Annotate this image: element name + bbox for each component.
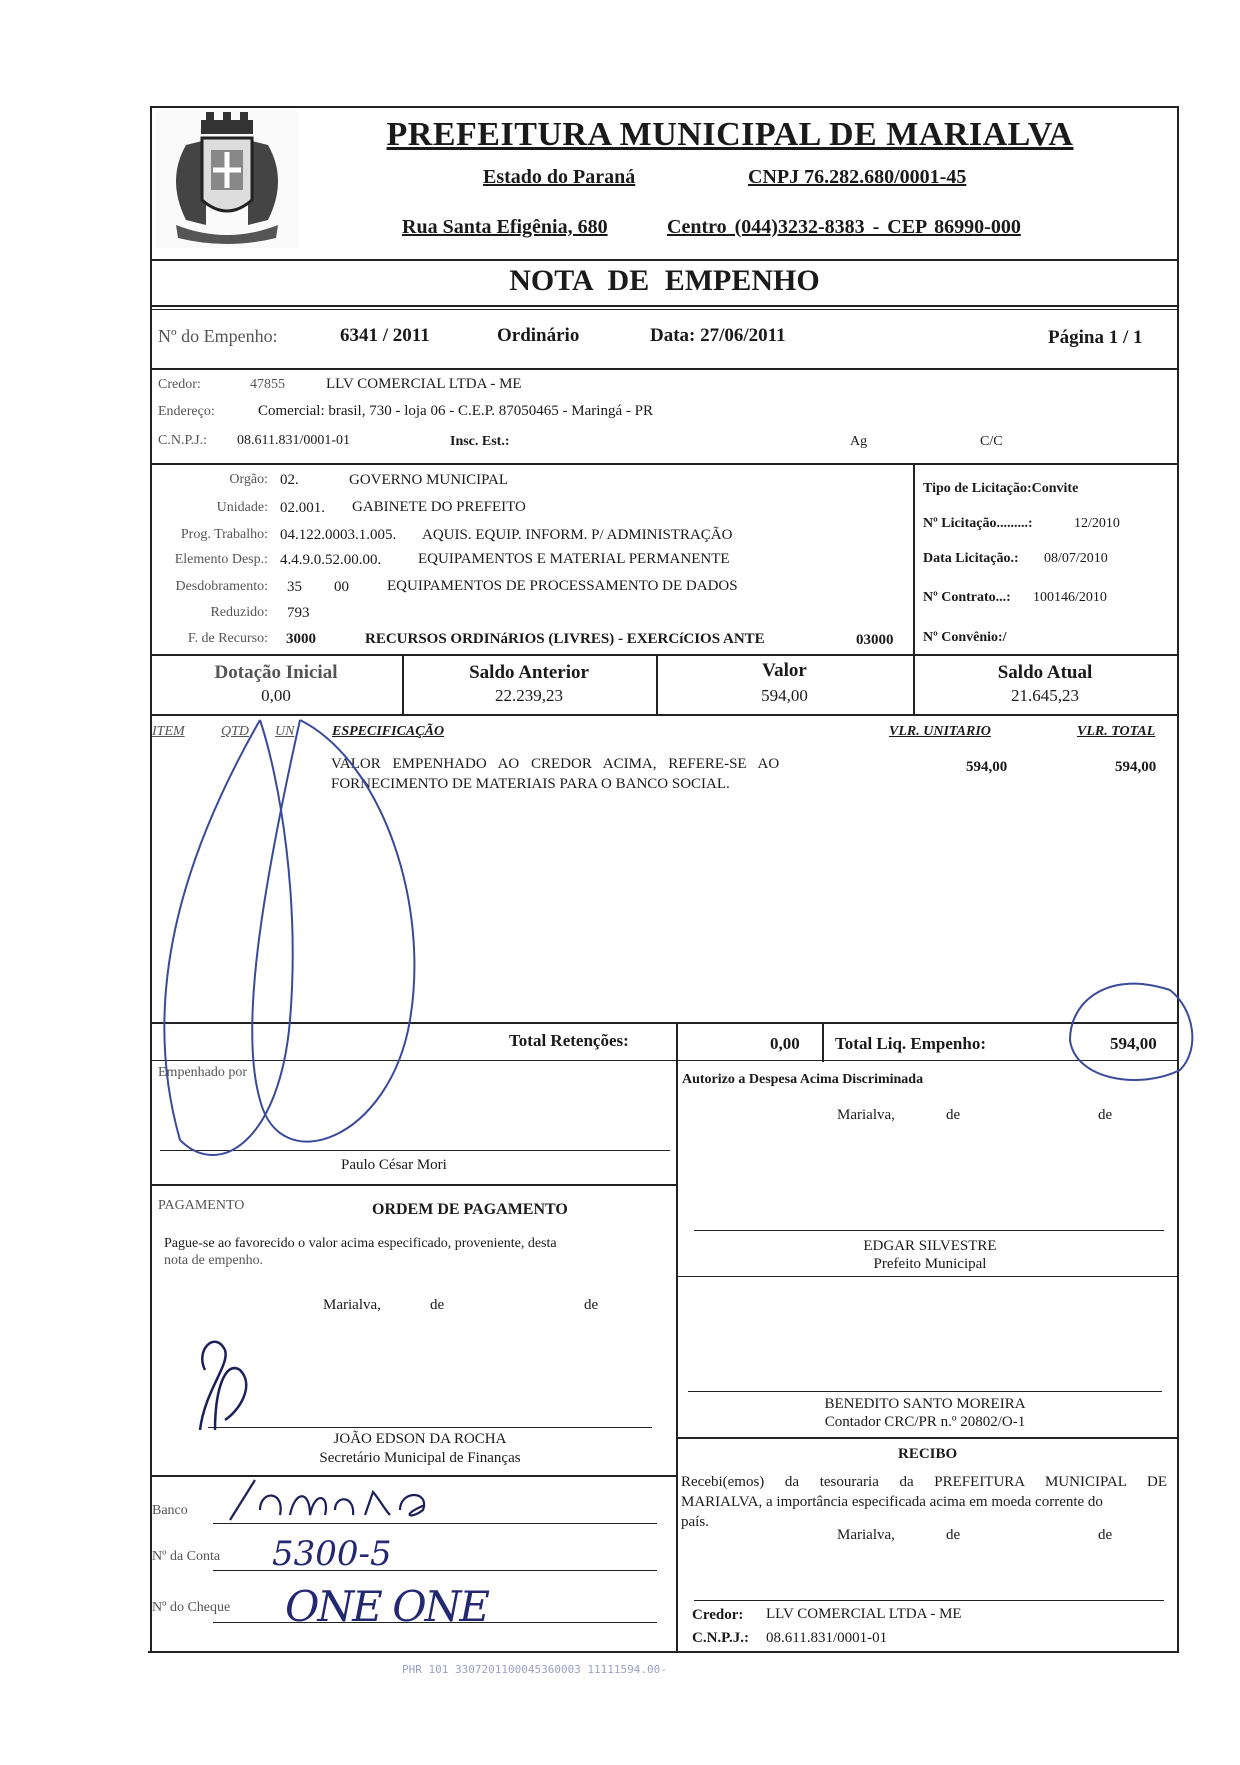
empenho-label: Nº do Empenho: <box>158 326 278 346</box>
liq-empenho-value: 594,00 <box>1110 1034 1157 1053</box>
num-licitacao: 12/2010 <box>1074 516 1120 531</box>
unit-value-header: VLR. UNITARIO <box>889 724 991 739</box>
credor-name: LLV COMERCIAL LTDA - ME <box>326 376 522 392</box>
qtd-header: QTD <box>221 724 250 739</box>
cheque-handwritten: ONE ONE <box>285 1582 489 1631</box>
num-convenio: Nº Convênio:/ <box>923 630 1007 645</box>
contador-signer: BENEDITO SANTO MOREIRA <box>824 1396 1026 1412</box>
pagamento-text-1: Pague-se ao favorecido o valor acima especificado, proveniente, desta <box>164 1236 557 1251</box>
elemento-code: 4.4.9.0.52.00.00. <box>280 552 382 568</box>
empenhado-name: Paulo César Mori <box>341 1157 447 1173</box>
credor-address: Comercial: brasil, 730 - loja 06 - C.E.P. 87050465 - Maringá - PR <box>258 403 653 419</box>
cnpj-header: CNPJ 76.282.680/0001-45 <box>748 166 967 188</box>
desdobramento-sub: 00 <box>334 579 349 595</box>
fonte-recurso-end: 03000 <box>856 632 894 648</box>
municipal-coat-of-arms <box>156 110 298 248</box>
item-unit-value: 594,00 <box>966 759 1008 775</box>
pagamento-text-2: nota de empenho. <box>164 1253 264 1268</box>
district-phone-cep: Centro (044)3232-8383 - CEP 86990-000 <box>667 216 1021 238</box>
num-contrato-label: Nº Contrato...: <box>923 590 1011 605</box>
fonte-recurso-code: 3000 <box>286 631 316 647</box>
prog-trabalho-label: Prog. Trabalho: <box>180 527 268 542</box>
banco-label: Banco <box>152 1503 188 1518</box>
insc-est-label: Insc. Est.: <box>450 434 510 449</box>
tipo-licitacao: Tipo de Licitação:Convite <box>923 481 1079 496</box>
ordem-pagamento-title: ORDEM DE PAGAMENTO <box>372 1201 568 1218</box>
address: Rua Santa Efigênia, 680 <box>402 216 608 238</box>
prog-trabalho-code: 04.122.0003.1.005. <box>280 527 397 543</box>
empenhado-label: Empenhado por <box>158 1065 248 1080</box>
data-licitacao: 08/07/2010 <box>1044 551 1108 566</box>
desdobramento-name: EQUIPAMENTOS DE PROCESSAMENTO DE DADOS <box>387 578 738 594</box>
recibo-cnpj: 08.611.831/0001-01 <box>766 1630 888 1646</box>
saldo-atual-value: 21.645,23 <box>1011 686 1079 705</box>
valor-label: Valor <box>762 660 807 681</box>
document-title: NOTA DE EMPENHO <box>509 264 820 297</box>
autorizo-place: Marialva, <box>837 1107 895 1123</box>
account-label: C/C <box>980 434 1003 449</box>
pagamento-de-2: de <box>584 1297 599 1313</box>
credor-cnpj-label: C.N.P.J.: <box>158 433 208 448</box>
empenho-number: 6341 / 2011 <box>340 325 430 346</box>
reduzido-value: 793 <box>287 605 310 621</box>
recibo-text-3: país. <box>681 1514 709 1530</box>
pagamento-de-1: de <box>430 1297 445 1313</box>
autorizo-signer: EDGAR SILVESTRE <box>863 1238 997 1254</box>
pagamento-role: Secretário Municipal de Finanças <box>319 1450 521 1466</box>
autorizo-de-2: de <box>1098 1107 1113 1123</box>
autorizo-de-1: de <box>946 1107 961 1123</box>
orgao-label: Orgão: <box>229 472 268 487</box>
unidade-label: Unidade: <box>216 500 268 515</box>
credor-code: 47855 <box>250 377 285 392</box>
recibo-de-1: de <box>946 1527 961 1543</box>
footer-code: PHR 101 3307201100045360003 11111594.00- <box>402 1663 667 1676</box>
empenho-date: Data: 27/06/2011 <box>650 325 786 346</box>
num-contrato: 100146/2010 <box>1033 590 1107 605</box>
retencoes-value: 0,00 <box>770 1034 800 1053</box>
saldo-anterior-value: 22.239,23 <box>495 686 563 705</box>
dotacao-value: 0,00 <box>261 686 291 705</box>
recibo-credor-label: Credor: <box>692 1607 744 1623</box>
elemento-name: EQUIPAMENTOS E MATERIAL PERMANENTE <box>418 551 730 567</box>
item-header: ITEM <box>152 724 185 739</box>
dotacao-label: Dotação Inicial <box>214 662 338 683</box>
desdobramento-code: 35 <box>287 579 302 595</box>
retencoes-label: Total Retenções: <box>509 1031 629 1050</box>
autorizo-title: Autorizo a Despesa Acima Discriminada <box>682 1072 924 1087</box>
item-description-line1: VALOR EMPENHADO AO CREDOR ACIMA, REFERE-SE AO <box>331 756 780 772</box>
unidade-code: 02.001. <box>280 500 325 516</box>
reduzido-label: Reduzido: <box>210 605 268 620</box>
recibo-de-2: de <box>1098 1527 1113 1543</box>
elemento-label: Elemento Desp.: <box>174 552 268 567</box>
pagamento-place: Marialva, <box>323 1297 381 1313</box>
saldo-anterior-label: Saldo Anterior <box>469 662 589 683</box>
orgao-code: 02. <box>280 472 299 488</box>
recibo-cnpj-label: C.N.P.J.: <box>692 1630 749 1646</box>
credor-label: Credor: <box>158 377 201 392</box>
recibo-credor: LLV COMERCIAL LTDA - ME <box>766 1606 962 1622</box>
item-total-value: 594,00 <box>1115 759 1157 775</box>
contador-role: Contador CRC/PR n.º 20802/O-1 <box>824 1414 1026 1430</box>
fonte-recurso-label: F. de Recurso: <box>187 631 268 646</box>
un-header: UN <box>275 724 295 739</box>
prog-trabalho-name: AQUIS. EQUIP. INFORM. P/ ADMINISTRAÇÃO <box>422 527 733 543</box>
unidade-name: GABINETE DO PREFEITO <box>352 499 526 515</box>
desdobramento-label: Desdobramento: <box>175 579 268 594</box>
autorizo-role: Prefeito Municipal <box>873 1256 987 1272</box>
saldo-atual-label: Saldo Atual <box>997 662 1093 683</box>
recibo-text-2: MARIALVA, a importância especificada acima em moeda corrente do <box>681 1494 1103 1510</box>
pagamento-signer: JOÃO EDSON DA ROCHA <box>333 1431 507 1447</box>
pagamento-label: PAGAMENTO <box>158 1198 245 1213</box>
num-licitacao-label: Nº Licitação.........: <box>923 516 1033 531</box>
page-title: PREFEITURA MUNICIPAL DE MARIALVA <box>386 116 1074 153</box>
credor-address-label: Endereço: <box>158 404 215 419</box>
especificacao-header: ESPECIFICAÇÃO <box>332 724 445 739</box>
empenho-type: Ordinário <box>497 325 580 346</box>
orgao-name: GOVERNO MUNICIPAL <box>349 472 509 488</box>
conta-handwritten: 5300-5 <box>272 1534 392 1574</box>
state-name: Estado do Paraná <box>483 166 636 188</box>
recibo-title: RECIBO <box>898 1446 958 1462</box>
valor-value: 594,00 <box>761 686 808 705</box>
conta-label: Nº da Conta <box>152 1549 221 1564</box>
fonte-recurso-name: RECURSOS ORDINáRIOS (LIVRES) - EXERCíCIOS ANTE <box>365 631 765 647</box>
item-description-line2: FORNECIMENTO DE MATERIAIS PARA O BANCO SOCIAL. <box>331 776 730 792</box>
recibo-place: Marialva, <box>837 1527 895 1543</box>
credor-cnpj: 08.611.831/0001-01 <box>237 433 351 448</box>
agency-label: Ag <box>850 434 868 449</box>
recibo-text-1: Recebi(emos) da tesouraria da PREFEITURA MUNICIPAL DE <box>681 1474 1167 1490</box>
cheque-label: Nº do Cheque <box>152 1600 231 1615</box>
page-number: Página 1 / 1 <box>1048 327 1143 348</box>
total-value-header: VLR. TOTAL <box>1077 724 1156 739</box>
data-licitacao-label: Data Licitação.: <box>923 551 1019 566</box>
liq-empenho-label: Total Liq. Empenho: <box>835 1034 986 1053</box>
pagamento-signature-ink <box>185 1330 285 1440</box>
